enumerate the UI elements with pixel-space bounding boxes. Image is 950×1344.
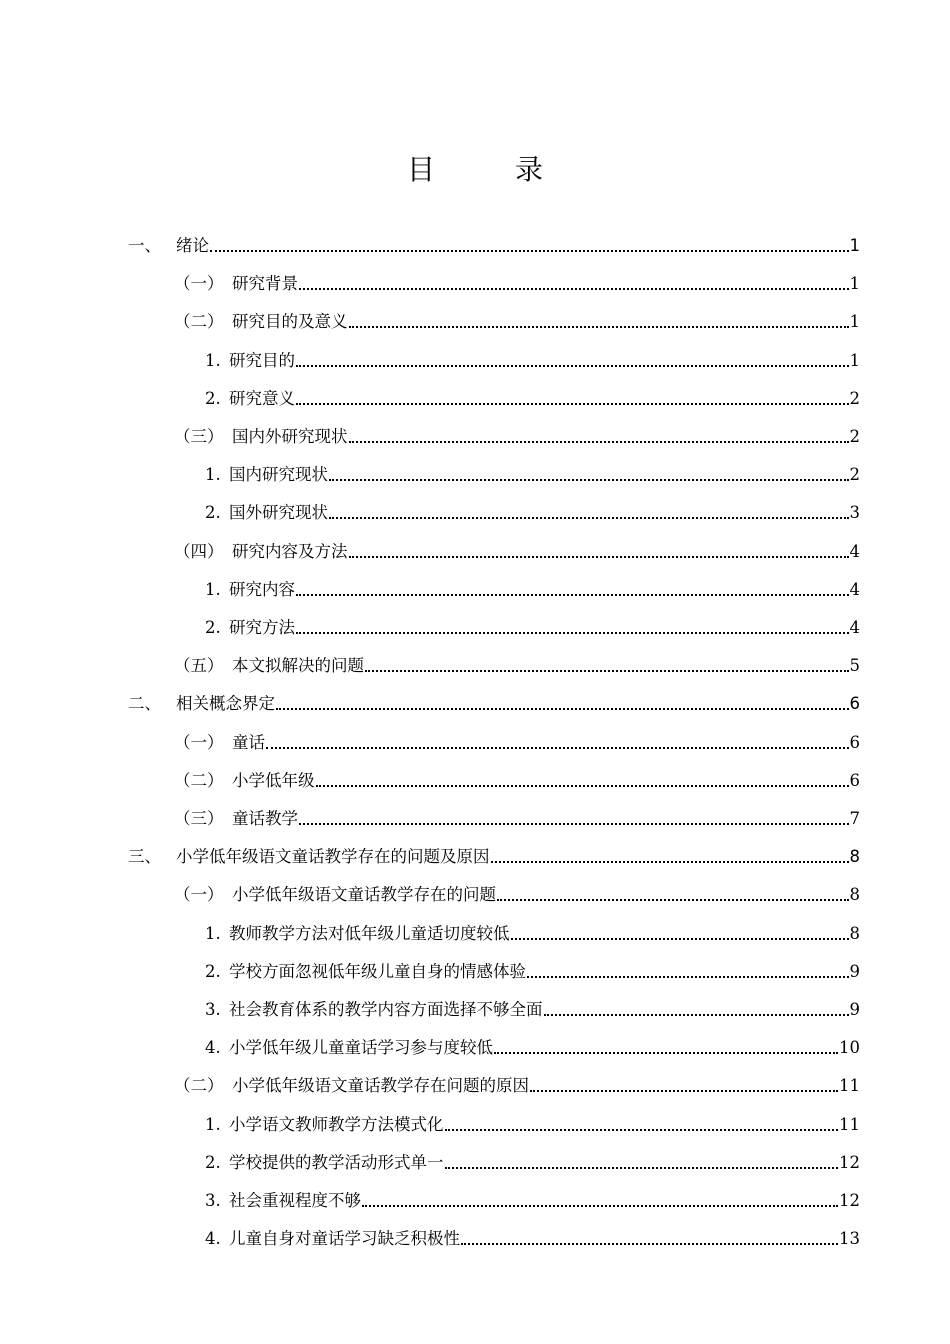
toc-entry-number: 3.: [205, 1000, 221, 1019]
toc-entry[interactable]: [128, 218, 860, 256]
toc-entry-page-number: 6: [849, 694, 860, 714]
toc-entry-page-number: 12: [839, 1152, 860, 1172]
toc-entry[interactable]: [205, 1211, 860, 1249]
toc-entry-number: （三）: [174, 809, 224, 828]
toc-entry[interactable]: [174, 294, 860, 332]
toc-entry-label: 国外研究现状: [229, 503, 328, 523]
toc-entry-number: 2.: [205, 1152, 221, 1172]
toc-entry-number: （二）: [174, 770, 224, 790]
toc-dot-leader: [445, 1129, 839, 1131]
toc-entry[interactable]: [205, 1135, 860, 1173]
toc-entry-number: 1.: [205, 923, 221, 943]
toc-entry-page-number: 7: [849, 809, 860, 828]
toc-entry[interactable]: [174, 638, 860, 676]
toc-entry[interactable]: [128, 829, 860, 867]
toc-entry-page-number: 6: [849, 732, 860, 752]
toc-entry[interactable]: [205, 906, 860, 944]
toc-entry-page-number: 10: [839, 1038, 860, 1058]
toc-entry-page-number: 2: [849, 465, 860, 485]
toc-entry-page-number: 1: [849, 274, 860, 294]
toc-dot-leader: [316, 785, 849, 787]
toc-entry-number: （一）: [174, 885, 224, 905]
toc-entry-label: 绪论: [176, 236, 209, 255]
toc-dot-leader: [299, 288, 849, 290]
toc-dot-leader: [511, 938, 849, 940]
toc-dot-leader: [276, 708, 849, 710]
toc-entry-number: （二）: [174, 1076, 224, 1096]
toc-entry-number: 2.: [205, 388, 221, 408]
toc-dot-leader: [349, 326, 849, 328]
toc-entry[interactable]: [205, 485, 860, 523]
toc-entry[interactable]: [174, 256, 860, 294]
toc-entry-number: 二、: [128, 694, 161, 714]
toc-entry-label: 社会教育体系的教学内容方面选择不够全面: [229, 1000, 543, 1019]
toc-dot-leader: [210, 250, 849, 252]
toc-entry-page-number: 5: [849, 656, 860, 676]
toc-entry-label: 研究方法: [229, 618, 295, 637]
toc-entry-page-number: 1: [849, 236, 860, 255]
toc-entry-label: 国内外研究现状: [232, 427, 348, 446]
toc-entry-page-number: 9: [849, 1000, 860, 1019]
toc-entry-page-number: 8: [849, 923, 860, 943]
toc-entry-page-number: 12: [839, 1191, 860, 1210]
toc-entry-page-number: 13: [839, 1229, 860, 1249]
toc-entry[interactable]: [205, 1097, 860, 1135]
toc-entry-number: 1.: [205, 579, 221, 599]
toc-entry-page-number: 2: [849, 427, 860, 446]
toc-entry-number: （四）: [174, 541, 224, 561]
toc-entry-number: （五）: [174, 656, 224, 676]
toc-entry[interactable]: [174, 753, 860, 791]
toc-entry-label: 研究目的及意义: [232, 312, 348, 332]
toc-entry[interactable]: [205, 982, 860, 1020]
toc-entry-label: 学校提供的教学活动形式单一: [229, 1152, 444, 1172]
toc-entry[interactable]: [205, 1173, 860, 1211]
toc-entry-number: 1.: [205, 465, 221, 485]
toc-entry-label: 小学低年级儿童童话学习参与度较低: [229, 1038, 493, 1058]
toc-entry-label: 教师教学方法对低年级儿童适切度较低: [229, 923, 510, 943]
toc-entry-number: 一、: [128, 236, 161, 255]
toc-dot-leader: [296, 594, 849, 596]
toc-entry-number: （一）: [174, 274, 224, 294]
toc-entry-label: 研究背景: [232, 274, 298, 294]
toc-entry[interactable]: [205, 447, 860, 485]
toc-entry-number: 3.: [205, 1191, 221, 1210]
toc-entry[interactable]: [174, 524, 860, 562]
toc-entry-label: 研究内容: [229, 579, 295, 599]
toc-dot-leader: [296, 632, 849, 634]
toc-entry-number: 2.: [205, 961, 221, 981]
page-title: 目 录: [406, 153, 569, 186]
toc-entry-label: 相关概念界定: [176, 694, 275, 714]
toc-entry-page-number: 9: [849, 961, 860, 981]
toc-entry[interactable]: [128, 676, 860, 714]
toc-entry-number: 三、: [128, 847, 161, 867]
toc-entry-label: 童话教学: [232, 809, 298, 828]
toc-dot-leader: [266, 747, 849, 749]
toc-dot-leader: [530, 1090, 838, 1092]
toc-dot-leader: [349, 556, 849, 558]
toc-entry[interactable]: [174, 715, 860, 753]
toc-entry-label: 童话: [232, 732, 265, 752]
toc-entry[interactable]: [174, 1058, 860, 1096]
toc-entry-label: 研究意义: [229, 388, 295, 408]
toc-entry-page-number: 2: [849, 388, 860, 408]
toc-entry-label: 小学低年级语文童话教学存在问题的原因: [232, 1076, 529, 1096]
toc-entry-label: 研究目的: [229, 350, 295, 370]
toc-entry-page-number: 8: [849, 885, 860, 905]
toc-dot-leader: [365, 670, 849, 672]
toc-entry-number: 2.: [205, 503, 221, 523]
toc-entry-page-number: 1: [849, 350, 860, 370]
toc-entry-label: 研究内容及方法: [232, 541, 348, 561]
toc-entry-number: 2.: [205, 618, 221, 637]
toc-entry-number: 4.: [205, 1229, 221, 1249]
toc-entry-label: 小学语文教师教学方法模式化: [229, 1114, 444, 1134]
toc-dot-leader: [299, 823, 849, 825]
toc-entry-page-number: 6: [849, 770, 860, 790]
toc-entry-label: 国内研究现状: [229, 465, 328, 485]
toc-entry[interactable]: [205, 944, 860, 982]
toc-entry-number: （一）: [174, 732, 224, 752]
toc-dot-leader: [544, 1014, 849, 1016]
toc-entry-number: 1.: [205, 350, 221, 370]
toc-dot-leader: [527, 976, 849, 978]
toc-entry[interactable]: [174, 409, 860, 447]
toc-dot-leader: [349, 441, 849, 443]
toc-dot-leader: [497, 899, 849, 901]
toc-entry-label: 小学低年级语文童话教学存在的问题及原因: [176, 847, 490, 867]
toc-entry-label: 小学低年级: [232, 770, 315, 790]
toc-dot-leader: [494, 1052, 838, 1054]
toc-entry-label: 儿童自身对童话学习缺乏积极性: [229, 1229, 460, 1249]
toc-entry-page-number: 11: [839, 1076, 860, 1096]
toc-entry-number: 4.: [205, 1038, 221, 1058]
toc-entry-number: （三）: [174, 427, 224, 446]
toc-entry[interactable]: [205, 600, 860, 638]
toc-entry-page-number: 3: [849, 503, 860, 523]
toc-dot-leader: [296, 365, 849, 367]
toc-entry-label: 小学低年级语文童话教学存在的问题: [232, 885, 496, 905]
toc-entry[interactable]: [205, 562, 860, 600]
toc-dot-leader: [362, 1205, 838, 1207]
toc-entry[interactable]: [174, 867, 860, 905]
toc-entry-page-number: 4: [849, 541, 860, 561]
toc-dot-leader: [329, 479, 849, 481]
toc-dot-leader: [491, 861, 849, 863]
toc-entry[interactable]: [205, 1020, 860, 1058]
toc-entry-number: 1.: [205, 1114, 221, 1134]
toc-dot-leader: [296, 403, 849, 405]
toc-entry-page-number: 8: [849, 847, 860, 867]
toc-dot-leader: [445, 1167, 839, 1169]
toc-dot-leader: [461, 1243, 838, 1245]
toc-entry-number: （二）: [174, 312, 224, 332]
toc-entry[interactable]: [174, 791, 860, 829]
toc-entry-label: 社会重视程度不够: [229, 1191, 361, 1210]
toc-entry-page-number: 4: [849, 579, 860, 599]
toc-entry-label: 学校方面忽视低年级儿童自身的情感体验: [229, 961, 526, 981]
toc-entry-page-number: 4: [849, 618, 860, 637]
toc-entry-page-number: 1: [849, 312, 860, 332]
toc-entry[interactable]: [205, 333, 860, 371]
toc-entry-label: 本文拟解决的问题: [232, 656, 364, 676]
toc-entry-page-number: 11: [839, 1114, 860, 1134]
toc-dot-leader: [329, 517, 849, 519]
toc-entry[interactable]: [205, 371, 860, 409]
